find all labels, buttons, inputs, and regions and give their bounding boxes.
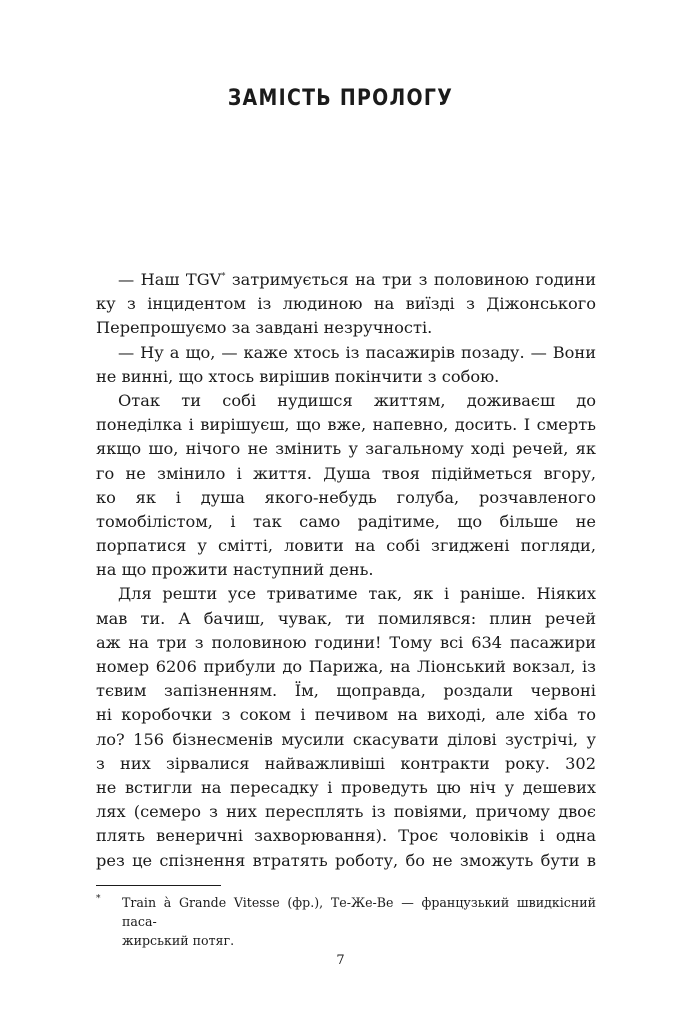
footnote-reference: *: [221, 271, 226, 281]
text-line: якщо шо, нічого не змінить у загальному ході речей, як: [96, 439, 596, 459]
text-line: порпатися у смітті, ловити на собі згиджені погляди,: [96, 536, 596, 556]
body-text: [96, 268, 596, 873]
footnote-line: Train à Grande Vitesse (фр.), Те-Же-Ве — французький швидкісний паса-: [122, 895, 596, 929]
text-line: — Наш TGV* затримується на три з половиною години: [118, 270, 596, 289]
text-line: з них зірвалися найважливіші контракти року. 302: [96, 753, 596, 773]
text-line: номер 6206 прибули до Парижа, на Ліонський вокзал, із: [96, 657, 596, 676]
text-line: Отак ти собі нудишся життям, доживаєш до: [118, 390, 596, 410]
text-line: Для решти усе триватиме так, як і раніше. Ніяких: [118, 584, 596, 604]
footnote-line: жирський потяг.: [122, 933, 235, 948]
footnote: [96, 893, 596, 950]
text-line: ко як і душа якого-небудь голуба, розчавленого: [96, 487, 596, 507]
text-line: ку з інцидентом із людиною на виїзді з Діжонського: [96, 294, 596, 314]
text-line: ло? 156 бізнесменів мусили скасувати ділові зустрічі, у: [96, 729, 596, 749]
text-line: ні коробочки з соком і печивом на виході, але хіба то: [96, 705, 596, 725]
text-line: на що прожити наступний день.: [96, 560, 374, 580]
text-line: понеділка і вирішуєш, що вже, напевно, досить. І смерть: [96, 415, 596, 435]
text-line: тєвим запізненням. Їм, щоправда, роздали червоні: [96, 681, 596, 701]
text-line: лях (семеро з них пересплять із повіями, причому двоє: [96, 802, 596, 822]
text-line: — Ну а що, — каже хтось із пасажирів позаду. — Вони: [118, 342, 596, 362]
text-line: мав ти. А бачиш, чувак, ти помилявся: плин речей: [96, 608, 596, 628]
text-line: не встигли на пересадку і проведуть цю ніч у дешевих: [96, 777, 596, 797]
text-line: рез це спізнення втратять роботу, бо не зможуть бути в: [96, 850, 596, 870]
chapter-title: ЗАМІСТЬ ПРОЛОГУ: [227, 86, 454, 111]
text-line: томобілістом, і так само радітиме, що більше не: [96, 511, 596, 531]
page-number: 7: [336, 953, 345, 968]
text-line: Перепрошуємо за завдані незручності.: [96, 318, 433, 338]
text-line: аж на три з половиною години! Тому всі 634 пасажири: [96, 632, 596, 652]
footnote-divider: [96, 885, 221, 886]
text-line: го не змінило і життя. Душа твоя підійметься вгору,: [96, 463, 596, 483]
footnote-mark: *: [96, 894, 101, 904]
text-line: плять венеричні захворювання). Троє чоловіків і одна: [96, 826, 596, 846]
text-line: не винні, що хтось вирішив покінчити з собою.: [96, 366, 500, 386]
